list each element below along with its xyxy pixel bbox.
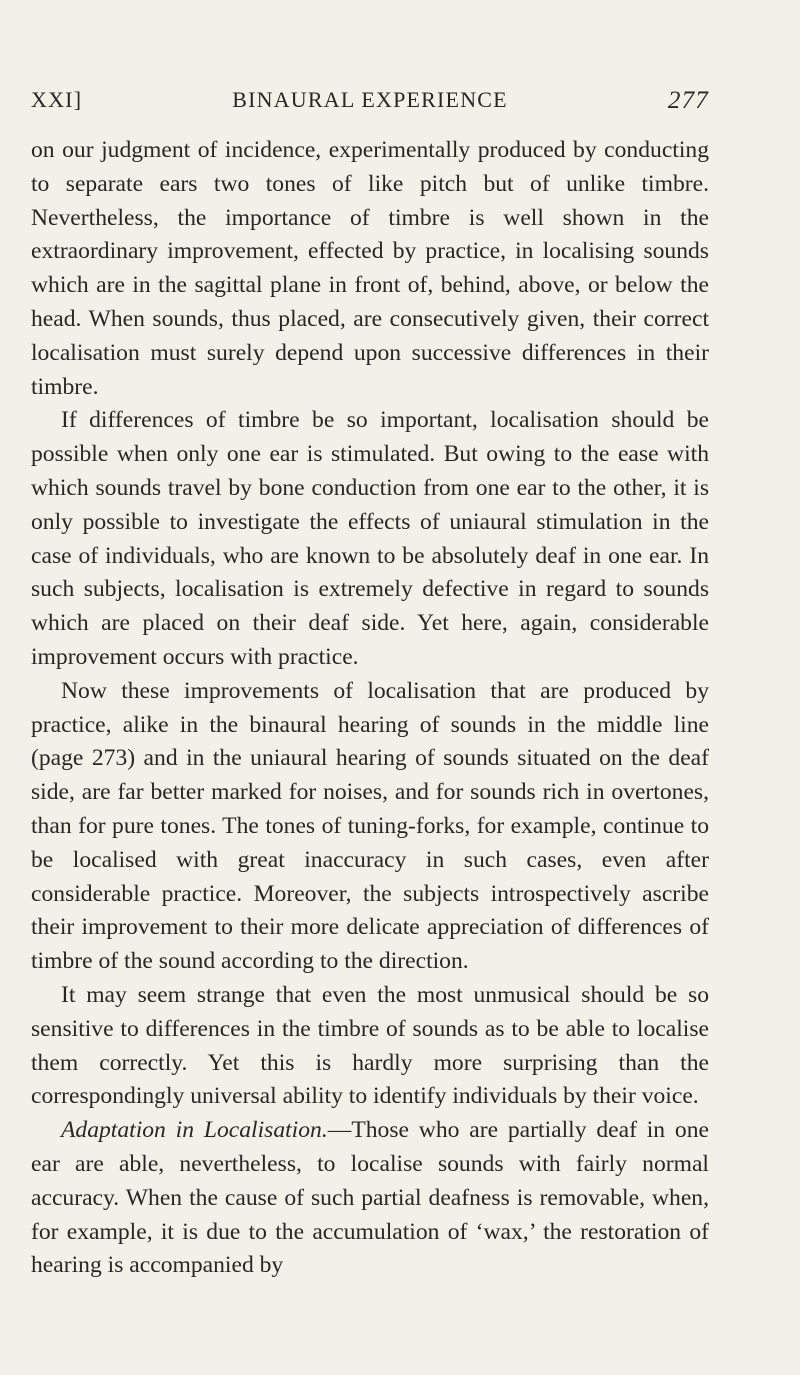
page-number: 277 — [667, 87, 709, 114]
section-heading-adaptation: Adaptation in Localisation. — [61, 1117, 328, 1144]
running-head — [31, 87, 709, 121]
paragraph-adaptation-text: —Those who are partially deaf in one ear are able, nevertheless, to localise sounds with fairly normal accuracy. When the cause of such partial deafness is removable, when, for example, it is due to the accumulation of ‘wax,’ the restoration of hearing is accompanied by — [31, 1117, 709, 1279]
chapter-number: XXI] — [31, 87, 83, 112]
paragraph-timbre-importance: If differences of timbre be so important, localisation should be possible when only one ear is stimulated. But owing to the ease with which sounds travel by bone conduction from one ear to the other, it is only possible to investigate the effects of uniaural stimulation in the case of individuals, who are known to be absolutely deaf in one ear. In such subjects, localisation is extremely defective in regard to sounds which are placed on their deaf side. Yet here, again, considerable improvement occurs with practice. — [31, 407, 709, 670]
paragraph-continuation: on our judgment of incidence, experimentally produced by conducting to separate ears two tones of like pitch but of unlike timbre. Nevertheless, the importance of timbre is well shown in the extraordinary improvement, effected by practice, in localising sounds which are in the sagittal plane in front of, behind, above, or below the head. When sounds, thus placed, are consecutively given, their correct localisation must surely depend upon successive differences in their timbre. — [31, 137, 709, 400]
paragraph-adaptation — [31, 1114, 709, 1283]
body-text — [31, 134, 709, 1283]
paragraph-unmusical: It may seem strange that even the most unmusical should be so sensitive to differences in the timbre of sounds as to be able to localise them correctly. Yet this is hardly more surprising than the correspondingly universal ability to identify individuals by their voice. — [31, 981, 709, 1110]
paragraph-practice-improvements: Now these improvements of localisation that are produced by practice, alike in the binaural hearing of sounds in the middle line (page 273) and in the uniaural hearing of sounds situated on the deaf side, are far better marked for noises, and for sounds rich in overtones, than for pure tones. The tones of tuning-forks, for example, continue to be localised with great inaccuracy in such cases, even after considerable practice. Moreover, the subjects introspectively ascribe their improvement to their more delicate appreciation of differences of timbre of the sound according to the direction. — [31, 677, 709, 975]
running-title: BINAURAL EXPERIENCE — [232, 87, 508, 112]
